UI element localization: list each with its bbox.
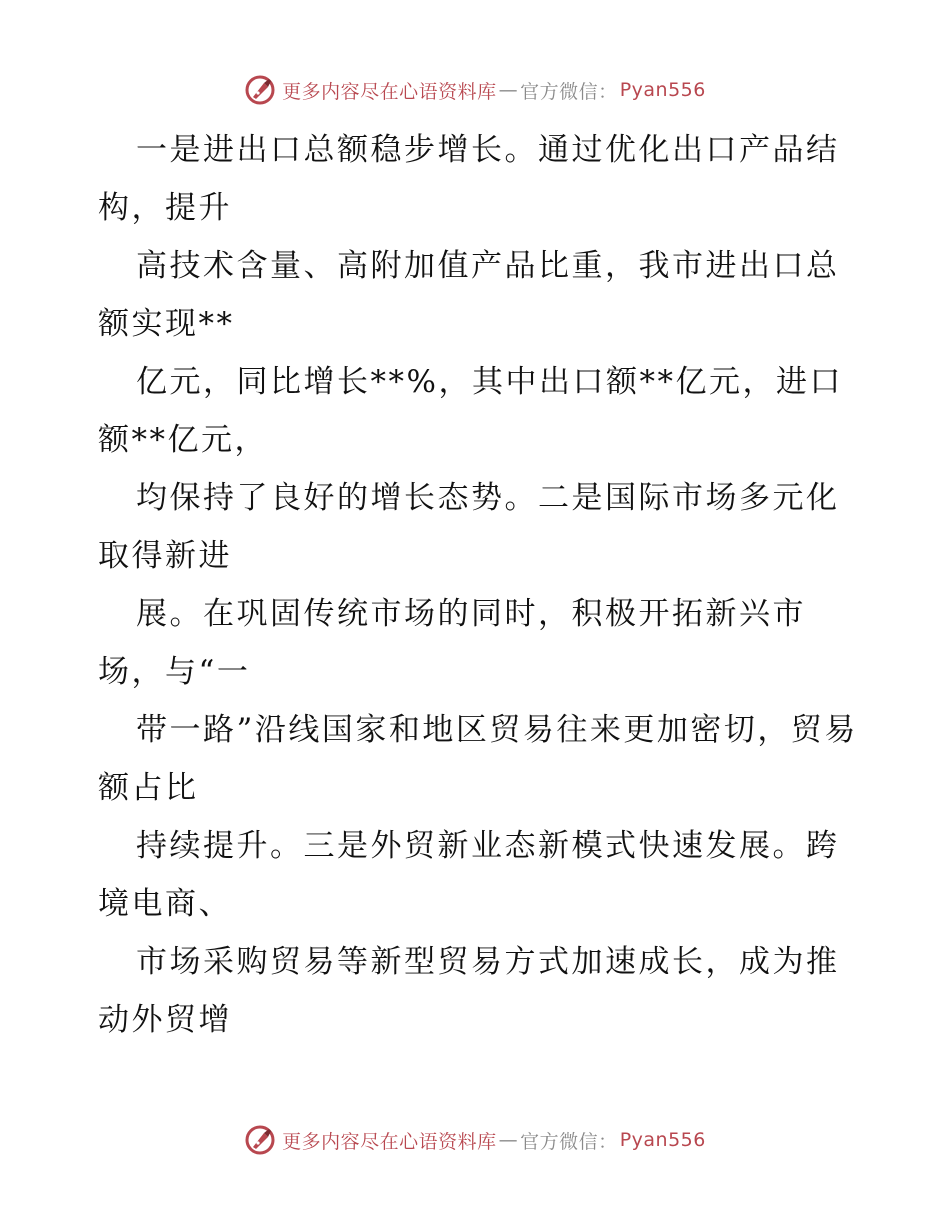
banner-wechat-id: Pyan556: [619, 1129, 706, 1151]
paragraph-4: 均保持了良好的增长态势。二是国际市场多元化取得新进: [98, 480, 840, 574]
footer-banner: [0, 1120, 950, 1160]
paragraph-1: 一是进出口总额稳步增长。通过优化出口产品结构，提升: [98, 132, 840, 226]
banner-wechat-label: 官方微信：: [520, 80, 618, 103]
banner-wechat-id: Pyan556: [619, 79, 706, 101]
paragraph-8: 市场采购贸易等新型贸易方式加速成长，成为推动外贸增: [98, 944, 840, 1038]
paragraph-5: 展。在巩固传统市场的同时，积极开拓新兴市场，与“一: [98, 596, 806, 690]
paragraph-7: 持续提升。三是外贸新业态新模式快速发展。跨境电商、: [98, 828, 840, 922]
banner-wechat-label: 官方微信：: [520, 1130, 618, 1153]
paragraph-2: 高技术含量、高附加值产品比重，我市进出口总额实现**: [98, 248, 840, 342]
pen-nib-logo-icon: [244, 74, 276, 106]
header-banner: [0, 70, 950, 110]
banner-dash: —: [498, 79, 519, 101]
paragraph-6: 带一路”沿线国家和地区贸易往来更加密切，贸易额占比: [98, 712, 858, 806]
banner-brand-text: 更多内容尽在心语资料库: [282, 1130, 497, 1153]
document-body: [98, 121, 858, 1049]
banner-brand-text: 更多内容尽在心语资料库: [282, 80, 497, 103]
paragraph-3: 亿元，同比增长**%，其中出口额**亿元，进口额**亿元，: [98, 364, 843, 458]
pen-nib-logo-icon: [244, 1124, 276, 1156]
banner-dash: —: [498, 1129, 519, 1151]
